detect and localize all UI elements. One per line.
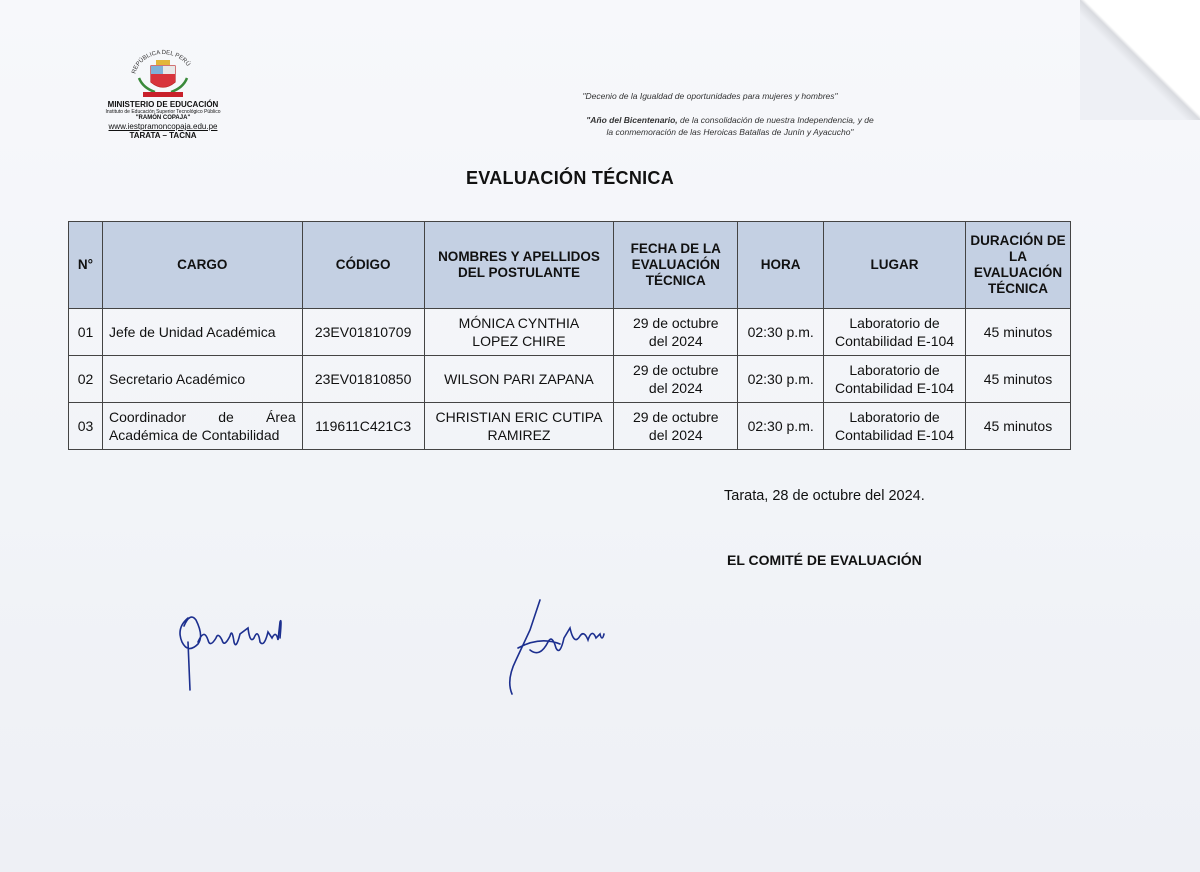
nombre-line-1: MÓNICA CYNTHIA (458, 315, 580, 331)
header-lugar: LUGAR (824, 222, 966, 309)
cell-hora: 02:30 p.m. (738, 356, 824, 403)
cell-fecha (614, 309, 738, 356)
lugar-line-2: Contabilidad E-104 (834, 427, 955, 443)
nombre-line-1: WILSON PARI ZAPANA (444, 371, 594, 387)
fecha-line-2: del 2024 (648, 333, 703, 349)
decree-phrase: "Decenio de la Igualdad de oportunidades para mujeres y hombres" (582, 91, 838, 101)
cell-num: 01 (69, 309, 103, 356)
cell-duracion: 45 minutos (965, 356, 1070, 403)
institute-name: "RAMÓN COPAJA" (135, 115, 191, 121)
cell-fecha (614, 403, 738, 450)
cell-fecha (614, 356, 738, 403)
cell-hora: 02:30 p.m. (738, 403, 824, 450)
lugar-line-1: Laboratorio de (849, 315, 940, 331)
cell-codigo: 23EV01810850 (302, 356, 424, 403)
cell-lugar (824, 403, 966, 450)
fecha-line-1: 29 de octubre (632, 315, 719, 331)
cell-num: 02 (69, 356, 103, 403)
cargo-line-2: Académica de Contabilidad (108, 427, 280, 443)
header-hora: HORA (738, 222, 824, 309)
header-cargo: CARGO (102, 222, 302, 309)
cell-codigo: 23EV01810709 (302, 309, 424, 356)
header-fecha: FECHA DE LA EVALUACIÓN TÉCNICA (614, 222, 738, 309)
cell-cargo: Secretario Académico (102, 356, 302, 403)
cell-nombre (424, 403, 614, 450)
ministry-name: MINISTERIO DE EDUCACIÓN (107, 100, 219, 109)
nombre-line-2: RAMIREZ (487, 427, 551, 443)
place-and-date: Tarata, 28 de octubre del 2024. (724, 488, 925, 504)
cell-nombre (424, 356, 614, 403)
year-phrase-bold: "Año del Bicentenario, (586, 115, 678, 125)
cell-nombre (424, 309, 614, 356)
cell-duracion: 45 minutos (965, 403, 1070, 450)
table-row (69, 403, 1071, 450)
signature-2 (500, 590, 620, 700)
fecha-line-2: del 2024 (648, 427, 703, 443)
document-title: EVALUACIÓN TÉCNICA (465, 168, 675, 188)
cell-codigo: 119611C421C3 (302, 403, 424, 450)
cell-num: 03 (69, 403, 103, 450)
fecha-line-2: del 2024 (648, 380, 703, 396)
table-row (69, 309, 1071, 356)
institute-type: Instituto de Educación Superior Tecnológico Público (105, 109, 221, 115)
seal-text: REPÚBLICA DEL PERÚ (131, 49, 191, 75)
institution-header (88, 48, 238, 140)
year-phrase-line-1: de la consolidación de nuestra Independencia, y de (677, 115, 874, 125)
cargo-line-1: Coordinador de Área (108, 409, 296, 425)
peru-seal-icon (123, 48, 203, 100)
table-row (69, 356, 1071, 403)
signature-1 (168, 598, 298, 698)
header-nombres: NOMBRES Y APELLIDOS DEL POSTULANTE (424, 222, 614, 309)
table-header-row (69, 222, 1071, 309)
year-phrase-line-2: la conmemoración de las Heroicas Batallas de Junín y Ayacucho" (606, 127, 854, 137)
lugar-line-1: Laboratorio de (849, 409, 940, 425)
cell-cargo: Jefe de Unidad Académica (102, 309, 302, 356)
committee-signature-label: EL COMITÉ DE EVALUACIÓN (727, 552, 922, 568)
nombre-line-2: LOPEZ CHIRE (472, 333, 566, 349)
cell-lugar (824, 356, 966, 403)
fecha-line-1: 29 de octubre (632, 362, 719, 378)
page-fold-corner (1080, 0, 1200, 120)
nombre-line-1: CHRISTIAN ERIC CUTIPA (435, 409, 603, 425)
institute-website: www.iestpramoncopaja.edu.pe (108, 122, 218, 131)
header-num: N° (69, 222, 103, 309)
year-phrase (470, 114, 990, 138)
cell-hora: 02:30 p.m. (738, 309, 824, 356)
lugar-line-2: Contabilidad E-104 (834, 333, 955, 349)
evaluation-table (68, 221, 1071, 450)
header-duracion: DURACIÓN DE LA EVALUACIÓN TÉCNICA (965, 222, 1070, 309)
institute-city: TARATA – TACNA (129, 131, 197, 140)
lugar-line-2: Contabilidad E-104 (834, 380, 955, 396)
cell-lugar (824, 309, 966, 356)
cell-duracion: 45 minutos (965, 309, 1070, 356)
lugar-line-1: Laboratorio de (849, 362, 940, 378)
cell-cargo (102, 403, 302, 450)
fecha-line-1: 29 de octubre (632, 409, 719, 425)
header-codigo: CÓDIGO (302, 222, 424, 309)
